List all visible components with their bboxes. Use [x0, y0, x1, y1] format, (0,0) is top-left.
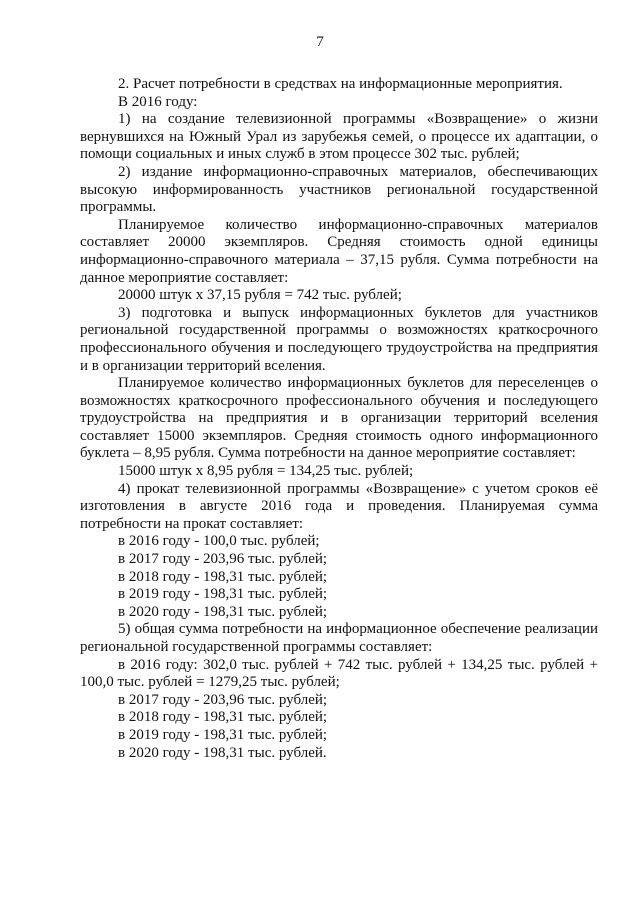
- paragraph-materials-calc: 20000 штук x 37,15 рубля = 742 тыс. рублей;: [118, 287, 402, 304]
- list-item-total-2019: в 2019 году - 198,31 тыс. рублей;: [118, 726, 328, 743]
- page-number: 7: [316, 34, 324, 50]
- list-item-rental-2019: в 2019 году - 198,31 тыс. рублей;: [118, 586, 328, 603]
- paragraph-item-4: 4) прокат телевизионной программы «Возвращение» с учетом сроков её изготовления в августе 2016 года и проведения. Планируемая сумма потребности на прокат составляет:: [80, 480, 598, 532]
- list-item-rental-2016: в 2016 году - 100,0 тыс. рублей;: [118, 533, 320, 550]
- paragraph-total-2016: в 2016 году: 302,0 тыс. рублей + 742 тыс. рублей + 134,25 тыс. рублей + 100,0 тыс. рублей = 1279,25 тыс. рублей;: [80, 656, 598, 691]
- paragraph-item-1: 1) на создание телевизионной программы «Возвращение» о жизни вернувшихся на Южный Урал из зарубежья семей, о процессе их адаптации, о помощи социальных и иных служб в этом процессе 302 тыс. рублей;: [80, 111, 598, 163]
- list-item-rental-2020: в 2020 году - 198,31 тыс. рублей;: [118, 603, 328, 620]
- list-item-rental-2018: в 2018 году - 198,31 тыс. рублей;: [118, 568, 328, 585]
- list-item-total-2017: в 2017 году - 203,96 тыс. рублей;: [118, 691, 328, 708]
- paragraph-section-heading: 2. Расчет потребности в средствах на информационные мероприятия.: [118, 76, 563, 92]
- document-body: [80, 76, 598, 762]
- paragraph-item-5: 5) общая сумма потребности на информационное обеспечение реализации региональной государственной программы составляет:: [80, 621, 598, 655]
- list-item-total-2018: в 2018 году - 198,31 тыс. рублей;: [118, 709, 328, 726]
- paragraph-year-2016: В 2016 году:: [118, 93, 198, 110]
- paragraph-booklets-calc: 15000 штук x 8,95 рубля = 134,25 тыс. рублей;: [118, 463, 414, 480]
- paragraph-booklets-plan: Планируемое количество информационных буклетов для переселенцев о возможностях краткосрочного профессионального обучения и последующего трудоустройства на предприятия и в организации территорий вселения составляет 15000 экземпляров. Средняя стоимость одного информационного буклета – 8,95 рубля. Сумма потребности на данное мероприятие составляет:: [80, 375, 598, 462]
- list-item-total-2020: в 2020 году - 198,31 тыс. рублей.: [118, 744, 327, 761]
- paragraph-item-3: 3) подготовка и выпуск информационных буклетов для участников региональной государственной программы о возможностях краткосрочного профессионального обучения и последующего трудоустройства на предприятия и в организации территорий вселения.: [80, 304, 598, 374]
- paragraph-materials-plan: Планируемое количество информационно-справочных материалов составляет 20000 экземпляров. Средняя стоимость одной единицы информационно-справочного материала – 37,15 рубля. Сумма потребности на данное мероприятие составляет:: [80, 216, 598, 286]
- list-item-rental-2017: в 2017 году - 203,96 тыс. рублей;: [118, 551, 328, 568]
- paragraph-item-2: 2) издание информационно-справочных материалов, обеспечивающих высокую информированность участников региональной государственной программы.: [80, 163, 598, 216]
